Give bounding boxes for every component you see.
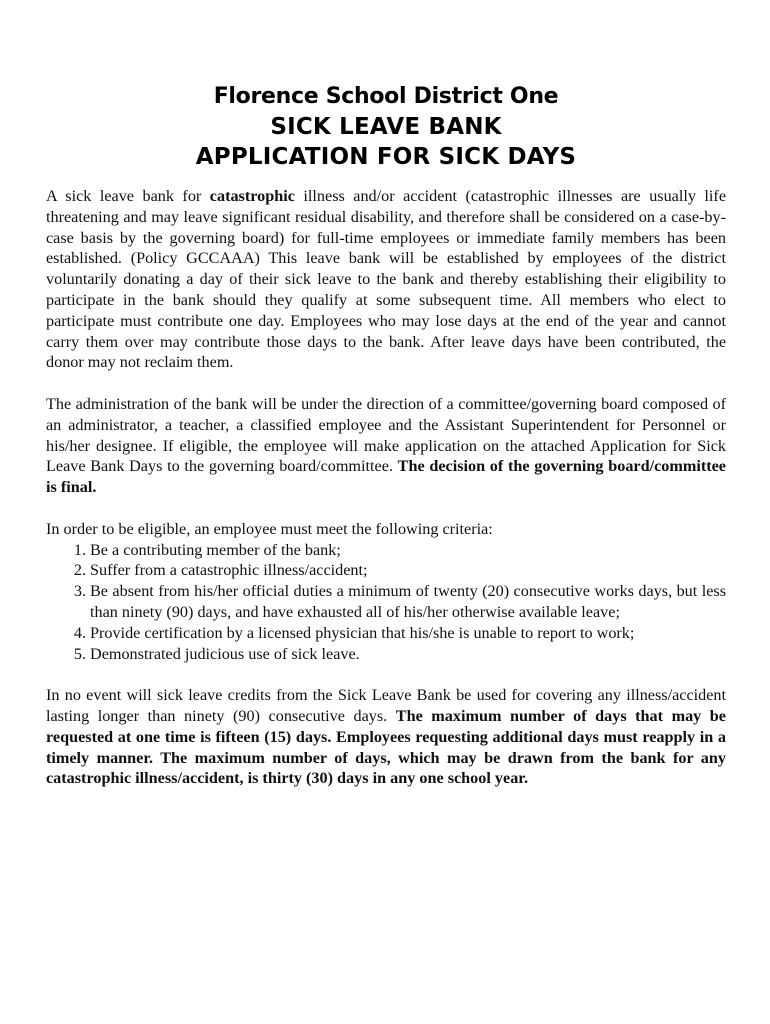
district-name: Florence School District One — [213, 84, 559, 109]
form-title: APPLICATION FOR SICK DAYS — [195, 144, 577, 170]
eligibility-intro: In order to be eligible, an employee must meet the following criteria: — [46, 519, 493, 538]
criteria-list — [46, 540, 726, 665]
intro-text-start: A sick leave bank for — [46, 187, 210, 205]
list-item-number: 2. — [73, 561, 86, 580]
intro-text-rest: illness and/or accident (catastrophic illnesses are usually life threatening and may leave significant residual disability, and therefore shall be considered on a case-by-case basis by the governing board) for full-time employees or immediate family members has been established. (Policy GCCAAA) This leave bank will be established by employees of the district voluntarily donating a day of their sick leave to the bank and thereby establishing their eligibility to participate in the bank should they qualify at some subsequent time. All members who elect to participate must contribute one day. Employees who may lose days at the end of the year and cannot carry them over may contribute those days to the bank. After leave days have been contributed, the donor may not reclaim them. — [46, 187, 727, 372]
list-item-text: Demonstrated judicious use of sick leave. — [90, 644, 360, 663]
list-item-text: Provide certification by a licensed physician that his/she is unable to report to work; — [90, 623, 635, 642]
document-title — [46, 82, 726, 172]
intro-emphasis: catastrophic — [209, 187, 295, 205]
eligibility-section — [46, 519, 726, 665]
limits-paragraph — [46, 685, 726, 789]
intro-paragraph — [46, 186, 726, 373]
administration-paragraph — [46, 394, 726, 498]
list-item-text: Be a contributing member of the bank; — [90, 540, 341, 559]
list-item — [73, 560, 726, 581]
list-item — [73, 644, 726, 665]
list-item-number: 1. — [73, 540, 86, 559]
list-item — [73, 540, 726, 561]
list-item-text: Be absent from his/her official duties a minimum of twenty (20) consecutive works days, but less than ninety (90) days, and have exhausted all of his/her otherwise available leave; — [90, 582, 726, 621]
limits-emphasis: The maximum number of days that may be requested at one time is fifteen (15) days. Employees requesting additional days must reapply in a timely manner. The maximum number of days, which may be drawn from the bank for any catastrophic illness/accident, is thirty (30) days in any one school year. — [46, 706, 726, 788]
bank-title: SICK LEAVE BANK — [270, 114, 502, 140]
administration-emphasis: The decision of the governing board/committee is final. — [46, 457, 726, 497]
list-item-text: Suffer from a catastrophic illness/accident; — [90, 561, 368, 580]
document-body — [46, 186, 726, 789]
limits-text: In no event will sick leave credits from the Sick Leave Bank be used for covering any illness/accident lasting longer than ninety (90) consecutive days. — [46, 686, 726, 725]
list-item — [73, 581, 726, 623]
list-item — [73, 623, 726, 644]
list-item-number: 3. — [73, 582, 86, 601]
administration-text: The administration of the bank will be under the direction of a committee/governing board composed of an administrator, a teacher, a classified employee and the Assistant Superintendent for Personnel or his/her designee. If eligible, the employee will make application on the attached Application for Sick Leave Bank Days to the governing board/committee. — [46, 394, 726, 476]
list-item-number: 5. — [73, 644, 86, 663]
document-page — [46, 82, 726, 810]
list-item-number: 4. — [73, 623, 86, 642]
